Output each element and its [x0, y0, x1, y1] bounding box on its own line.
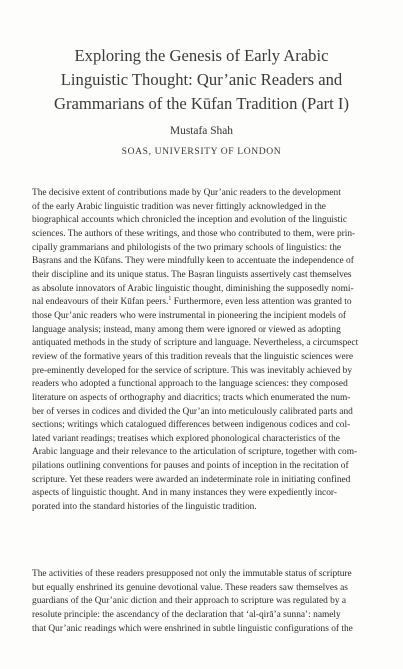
article-title: [20, 44, 383, 116]
title-line: Linguistic Thought: Qur’anic Readers and: [60, 70, 343, 89]
text-line: pilations outlining conventions for pauses and points of inception in the recitation of: [32, 461, 349, 472]
title-line: Exploring the Genesis of Early Arabic: [74, 46, 329, 65]
text-line: but equally enshrined its genuine devotional value. These readers saw themselves as: [32, 582, 348, 593]
text-line: literature on aspects of orthography and diacritics; tracts which enumerated the num-: [32, 392, 351, 403]
body-paragraph-1: [32, 187, 376, 515]
text-line: that Qur’anic readings which were enshrined in subtle linguistic configurations of the: [32, 623, 353, 634]
text-line-start: nal endeavours of their Kūfan peers.: [32, 297, 169, 308]
text-line: review of the formative years of this tradition reveals that the linguistic sciences were: [32, 351, 353, 362]
title-line: Grammarians of the Kūfan Tradition (Part I): [54, 94, 349, 113]
text-line: as absolute innovators of Arabic linguistic thought, diminishing the supposedly nomi-: [32, 283, 354, 294]
text-line: language analysis; instead, many among them were ignored or viewed as adopting: [32, 324, 341, 335]
text-line: scripture. Yet these readers were awarded an indeterminate role in initiating confined: [32, 474, 351, 485]
text-line: aspects of linguistic thought. And in many instances they were expediently incor-: [32, 488, 337, 499]
text-line: their discipline and its unique status. The Baṣran linguists assertively cast themselves: [32, 269, 352, 280]
text-line: pre-eminently developed for the service of scripture. This was inevitably achieved by: [32, 365, 353, 376]
author-affiliation: SOAS, UNIVERSITY OF LONDON: [121, 146, 282, 157]
text-line: Arabic language and their relevance to the articulation of scripture, together with com-: [32, 447, 358, 458]
text-line: sections; writings which catalogued differences between indigenous codices and col-: [32, 420, 351, 431]
text-line: The activities of these readers presupposed not only the immutable status of scripture: [32, 569, 352, 579]
text-line: Baṣrans and the Kūfans. They were mindfully keen to accentuate the independence of: [32, 256, 354, 267]
text-line: ber of verses in codices and divided the Qur’an into meticulously calibrated parts and: [32, 406, 353, 417]
text-line-end: Furthermore, even less attention was granted to: [171, 297, 352, 308]
text-line: biographical accounts which chronicled the inception and evolution of the linguistic: [32, 215, 348, 226]
text-line: those Qur’anic readers who were instrumental in pioneering the incipient models of: [32, 310, 347, 321]
text-line: lated variant readings; treatises which explored phonological characteristics of the: [32, 433, 340, 444]
author-name: Mustafa Shah: [170, 125, 233, 137]
text-line: resolute principle: the ascendancy of the declaration that ‘al-qirā’a sunna’: namely: [32, 609, 341, 620]
body-paragraph-2: [32, 568, 376, 636]
text-line: The decisive extent of contributions made by Qur’anic readers to the development: [32, 188, 341, 198]
text-line: porated into the standard histories of the linguistic tradition.: [32, 502, 257, 513]
text-line: cipally grammarians and philologists of the two primary schools of linguistics: the: [32, 242, 342, 253]
text-line: [32, 296, 376, 310]
text-line: antiquated methods in the study of scripture and language. Nevertheless, a circumspect: [32, 338, 359, 349]
footnote-marker[interactable]: 1: [168, 296, 172, 303]
text-line: readers who adopted a functional approach to the language sciences: they composed: [32, 379, 348, 390]
text-line: of the early Arabic linguistic tradition was never fittingly acknowledged in the: [32, 201, 326, 212]
text-line: sciences. The authors of these writings, and those who contributed to them, were prin-: [32, 228, 356, 239]
text-line: guardians of the Qur’anic diction and their approach to scripture was regulated by a: [32, 596, 347, 607]
